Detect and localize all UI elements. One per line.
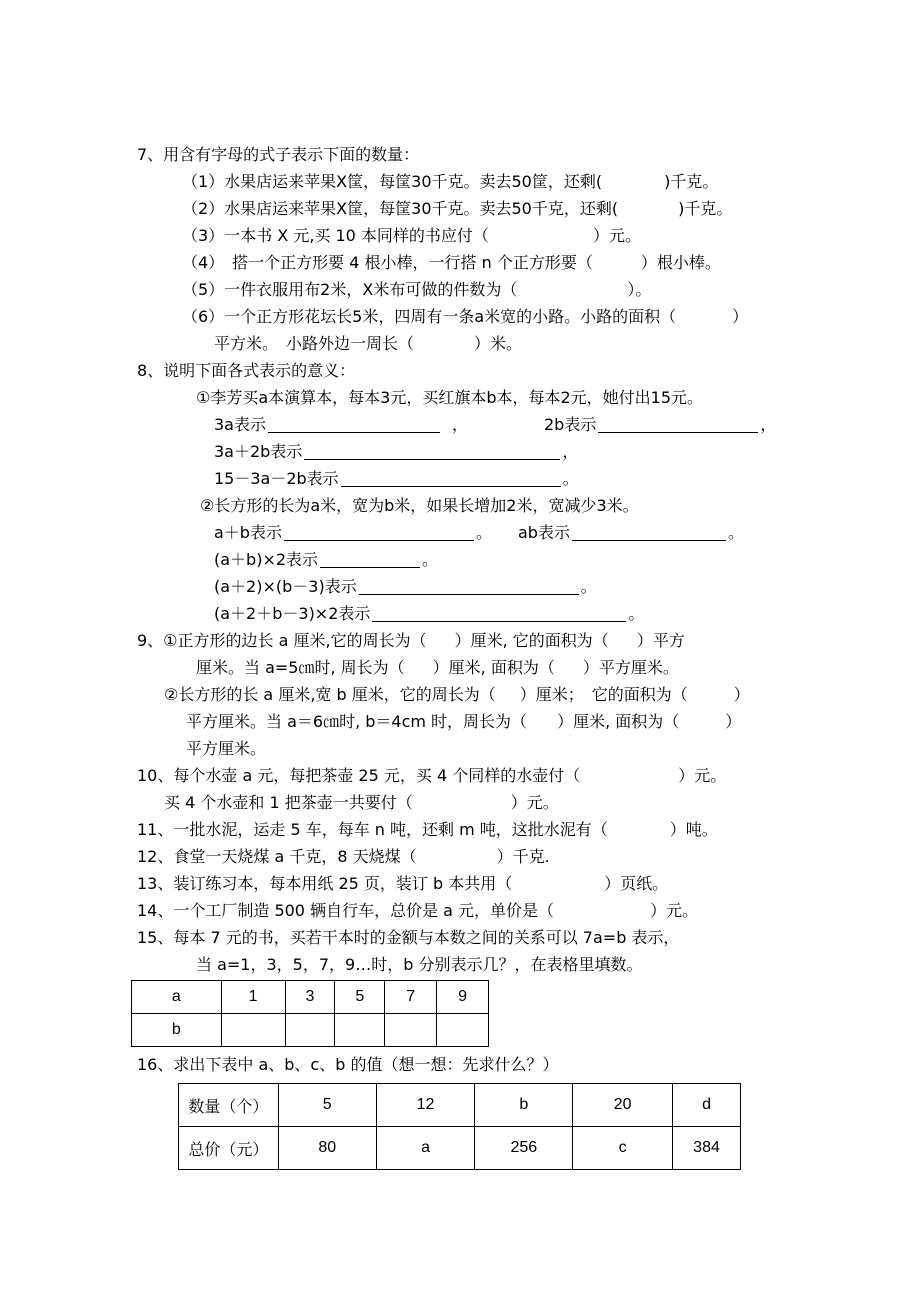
q10-line1: 10、每个水壶 a 元，每把茶壶 25 元，买 4 个同样的水壶付（ ）元。 xyxy=(137,766,727,785)
table-row xyxy=(132,981,489,1014)
table-cell: c xyxy=(573,1127,673,1170)
q7-item-1: （1）水果店运来苹果X筐，每筐30千克。卖去50筐，还剩( )千克。 xyxy=(182,172,719,191)
q7-item-6-cont: 平方米。 小路外边一周长（ ）米。 xyxy=(214,334,523,353)
q7-title: 7、用含有字母的式子表示下面的数量： xyxy=(137,145,420,164)
table-cell[interactable] xyxy=(385,1014,437,1047)
table-cell: 12 xyxy=(376,1084,475,1127)
q11: 11、一批水泥，运走 5 车，每车 n 吨，还剩 m 吨，这批水泥有（ ）吨。 xyxy=(137,820,718,839)
table-cell: 3 xyxy=(285,981,335,1014)
q8-part1: ①李芳买a本演算本，每本3元，买红旗本b本，每本2元，她付出15元。 xyxy=(196,388,704,407)
table-cell: 20 xyxy=(573,1084,673,1127)
q8-expr-15: 15－3a－2b表示 。 xyxy=(214,469,579,488)
q16-title: 16、求出下表中 a、b、c、b 的值（想一想：先求什么？） xyxy=(137,1055,559,1074)
table-cell: 5 xyxy=(278,1084,376,1127)
q15-table xyxy=(131,980,489,1047)
q8-expr-apbx2: (a＋b)×2表示 。 xyxy=(214,550,439,569)
table-cell: b xyxy=(132,1014,222,1047)
q8-title: 8、说明下面各式表示的意义： xyxy=(137,361,356,380)
table-cell[interactable] xyxy=(437,1014,489,1047)
q7-item-5: （5）一件衣服用布2米，X米布可做的件数为（ ）。 xyxy=(182,280,652,299)
table-cell: 5 xyxy=(335,981,385,1014)
q9-line1: 9、①正方形的边长 a 厘米,它的周长为（ ）厘米, 它的面积为（ ）平方 xyxy=(137,631,685,650)
table-cell: 1 xyxy=(221,981,285,1014)
table-cell: 256 xyxy=(475,1127,573,1170)
q7-item-4: （4） 搭一个正方形要 4 根小棒，一行搭 n 个正方形要（ ）根小棒。 xyxy=(182,253,721,272)
table-cell: b xyxy=(475,1084,573,1127)
q8-expr-a2b3: (a＋2)×(b－3)表示 。 xyxy=(214,577,597,596)
table-cell: 9 xyxy=(437,981,489,1014)
q8-part2: ②长方形的长为a米，宽为b米，如果长增加2米，宽减少3米。 xyxy=(200,496,639,515)
table-row xyxy=(179,1127,741,1170)
q9-line4: 平方厘米。当 a＝6㎝时, b＝4cm 时，周长为（ ）厘米, 面积为（ ） xyxy=(186,712,742,731)
table-cell: a xyxy=(132,981,222,1014)
q9-line3: ②长方形的长 a 厘米,宽 b 厘米，它的周长为（ ）厘米； 它的面积为（ ） xyxy=(164,685,750,704)
q16-table xyxy=(178,1083,741,1170)
q7-item-2: （2）水果店运来苹果X筐，每筐30千克。卖去50千克，还剩( )千克。 xyxy=(182,199,733,218)
q15-line2: 当 a=1，3，5，7，9…时，b 分别表示几？，在表格里填数。 xyxy=(196,955,643,974)
table-cell[interactable] xyxy=(285,1014,335,1047)
q9-line5: 平方厘米。 xyxy=(186,739,267,758)
table-cell: 80 xyxy=(278,1127,376,1170)
q8-expr-ab: ab表示 。 xyxy=(518,523,744,542)
q13: 13、装订练习本，每本用纸 25 页，装订 b 本共用（ ）页纸。 xyxy=(137,874,669,893)
table-cell[interactable] xyxy=(221,1014,285,1047)
table-cell: 总价（元） xyxy=(179,1127,279,1170)
table-cell[interactable] xyxy=(335,1014,385,1047)
q14: 14、一个工厂制造 500 辆自行车，总价是 a 元，单价是（ ）元。 xyxy=(137,901,699,920)
q9-line2: 厘米。当 a=5㎝时, 周长为（ ）厘米, 面积为（ ）平方厘米。 xyxy=(196,658,679,677)
table-row xyxy=(132,1014,489,1047)
table-cell: 数量（个） xyxy=(179,1084,279,1127)
table-row xyxy=(179,1084,741,1127)
q12: 12、食堂一天烧煤 a 千克，8 天烧煤（ ）千克. xyxy=(137,847,550,866)
q8-expr-2b: 2b表示 ， xyxy=(544,415,777,434)
q8-expr-perim: (a＋2＋b－3)×2表示 。 xyxy=(214,604,645,623)
table-cell: 7 xyxy=(385,981,437,1014)
q7-item-3: （3）一本书 X 元,买 10 本同样的书应付（ ）元。 xyxy=(182,226,641,245)
q8-expr-3a2b: 3a＋2b表示 ， xyxy=(214,442,579,461)
table-cell: a xyxy=(376,1127,475,1170)
q15-line1: 15、每本 7 元的书，买若干本时的金额与本数之间的关系可以 7a=b 表示， xyxy=(137,928,680,947)
q8-expr-apb: a＋b表示 。 xyxy=(214,523,492,542)
q8-expr-3a: 3a表示 ， xyxy=(214,415,469,434)
table-cell: d xyxy=(673,1084,741,1127)
q10-line2: 买 4 个水壶和 1 把茶壶一共要付（ ）元。 xyxy=(164,793,559,812)
q7-item-6: （6）一个正方形花坛长5米，四周有一条a米宽的小路。小路的面积（ ） xyxy=(182,307,749,326)
table-cell: 384 xyxy=(673,1127,741,1170)
